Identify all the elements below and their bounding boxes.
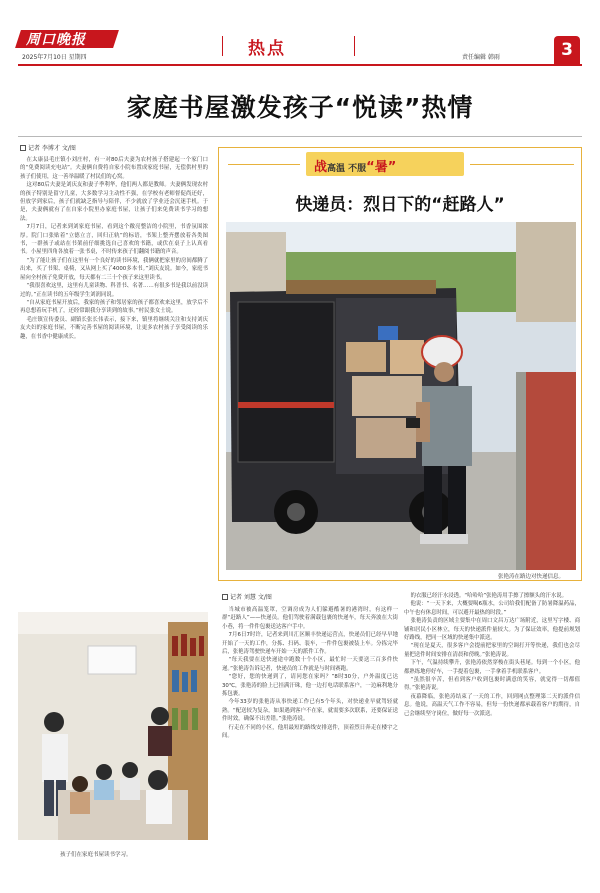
main-byline-text: 记者 李博才 文/图 [28, 145, 76, 152]
main-paragraph: 毛庄镇宣传委员、副镇长张长伟表示，接下来，镇里将继续关注和支持刘庆友夫妇的家庭书屋，不断完善书屋的阅读环境，让更多农村孩子享受阅读的乐趣，在书香中健康成长。 [20, 316, 208, 340]
page-number: 3 [554, 36, 580, 64]
main-byline [20, 143, 76, 152]
courier-paragraph: 7月6日7时许，记者来到川汇区顺丰快递运营点，快递员们已经早早地开始了一天的工作，分拣、扫码、装车，一件件包裹被装上车。分拣完毕后，张艳涛驾驶快递车开始一天的派件工作。 [222, 632, 398, 656]
main-article-body [20, 156, 208, 608]
banner-rule-left [228, 164, 300, 165]
reading-room-photo [18, 612, 208, 840]
camera-icon [222, 594, 228, 600]
courier-headline: 快递员：烈日下的“赶路人” [295, 195, 505, 215]
courier-photo-caption: 张艳涛在路边对快递信息。 [498, 574, 565, 580]
courier-paragraph: 的衣服已经汗水浸透。“哈哈哈”张艳涛用手擦了擦额头的汗水说。 [410, 593, 567, 599]
main-photo-caption: 孩子们在家庭书屋读书学习。 [60, 852, 132, 858]
heat-banner [314, 156, 396, 175]
camera-icon [20, 145, 26, 151]
courier-paragraph: 下午，气温持续攀升，张艳涛依然穿梭在街头巷尾。每到一个小区，他都熟练地停好车，一手提着包裹，一手拿着手机联系客户。 [404, 660, 580, 675]
masthead-rule [18, 64, 582, 66]
courier-paragraph: 行走在不同的小区，他用最短的路线安排送件，顶着烈日奔走在楼宇之间。 [222, 724, 398, 740]
banner-suffix: “暑” [366, 160, 397, 175]
main-paragraph: “为了能让孩子们在这里有一个良好的读书环境，我俩就把家里的房间都腾了出来，买了书架、桌椅，又从网上买了4000多本书。”刘庆友说。如今，家庭书屋向全村孩子免费开放，每天都有二三十个孩子来这里读书。 [20, 257, 208, 281]
courier-paragraph: 夜幕降临，张艳涛结束了一天的工作，回到网点整理第二天的派件信息。他说，高温天气工作不容易，但每一份快递都承载着客户的期待，自己会继续坚守岗位，做好每一次派送。 [404, 693, 580, 717]
courier-byline [222, 592, 272, 601]
main-paragraph: “自从家庭书屋开放后，我家的孩子和邻居家的孩子都喜欢来这里，放学后不再总想着玩手机了，还经常跟我分享读到的故事。”村民张女士说。 [20, 299, 208, 315]
courier-photo [226, 222, 576, 570]
responsible-editor: 责任编辑 韩雨 [462, 54, 500, 61]
courier-paragraph: 张艳涛负责的区域主要集中在周口文昌万达广场附近，这里写字楼、商铺和居民小区林立，每天的快递派件量较大。为了保证效率，他提前规划好路线，把同一区域的快递集中派送。 [404, 618, 580, 642]
courier-byline-text: 记者 刘慧 文/图 [230, 594, 272, 601]
main-headline: 家庭书屋激发孩子“悦读”热情 [126, 93, 474, 122]
main-paragraph: 7月7日，记者来到刘家庭书屋，看到这个敞亮整洁的小院里，书香氛围浓厚。院门口张贴着“立德立言，回归正轨”的标语，书架上整齐摆放着各类图书，一群孩子或站在书架前仔细挑选自己喜欢的书籍，或伏在桌子上认真看书。小屋里四角各放着一张书桌，不时传来孩子们翻阅书籍的声音。 [20, 224, 208, 256]
courier-body-right [404, 592, 580, 868]
main-paragraph: “我很喜欢这里，这里有儿童读物、科普书、名著……有很多书是我以前没读过的。”正在读书的五年级学生刘润同说。 [20, 283, 208, 298]
section-divider-right [354, 36, 355, 56]
section-divider-left [222, 36, 223, 56]
banner-middle: 高温 不服 [327, 164, 367, 174]
courier-paragraph: “您好，您的快递到了，请问您在家吗？”8时30分，户外温度已达30℃，张艳涛的脸上已挂满汗珠，他一边打电话联系客户，一边麻利地分拣包裹。 [222, 674, 398, 698]
main-paragraph: 在太康县毛庄镇小刘庄村，有一对80后夫妻为农村孩子搭建起一个家门口的“免费阅读充电站”。夫妻俩自费将自家小院布置成家庭书屋，无偿供村里的孩子们使用，这一善举温暖了村民们的心窝。 [20, 157, 208, 180]
courier-paragraph: 当城市被高温笼罩，空调房成为人们躲避酷暑的港湾时，有这样一群“赶路人”——快递员。他们驾驶着满载包裹的快递车，每天奔波在大街小巷，将一件件包裹送达客户手中。 [222, 607, 398, 630]
section-name: 热点 [248, 39, 286, 59]
courier-paragraph: “虽然很辛苦，但看到客户收到包裹时满意的笑容，就觉得一切都值得。”张艳涛说。 [404, 677, 580, 692]
banner-prefix: 战 [314, 160, 328, 175]
headline-rule [18, 136, 582, 137]
courier-body-left [222, 606, 398, 868]
courier-paragraph: 今年33岁的张艳涛从事快递工作已有5个年头，对快递业早就驾轻就熟。“配送较为复杂，如果遇到客户不在家，就需要多次联系，还要保证送件时效，确保不出差错。”张艳涛说。 [222, 699, 398, 723]
courier-paragraph: “每天我要在送快递途中跑数十个小区，最忙时一天要送三百多件快递。”张艳涛告诉记者，快递员的工作就是与时间赛跑。 [222, 657, 398, 672]
courier-paragraph: 他说：“一天下来，大概要喝6瓶水，公司给我们配备了防暑降温药品，中午也有休息时间，可以避开最热的时段。” [404, 601, 580, 616]
courier-paragraph: “现在是夏天，很多客户会提前把家里的空调打开等快递，我们也会尽量把送件时间安排在清晨和傍晚。”张艳涛说。 [404, 643, 580, 658]
banner-rule-right [470, 164, 574, 165]
issue-date: 2025年7月10日 星期四 [22, 54, 87, 61]
main-paragraph: 这对80后夫妻是刘庆友和妻子季利华，他们两人都是教师。夫妻俩发现农村的孩子特别是留守儿童，大多数学习主动性不强，在学校有老师督促尚还好，但放学到家后，孩子们就缺乏指导与陪伴，不少就放了学业还会沉迷手机。于是，夫妻俩就有了在自家小院里办家庭书屋，让孩子们来免费读书学习的想法。 [20, 182, 208, 222]
masthead [0, 0, 600, 72]
paper-logo: 周口晚报 [26, 32, 86, 48]
